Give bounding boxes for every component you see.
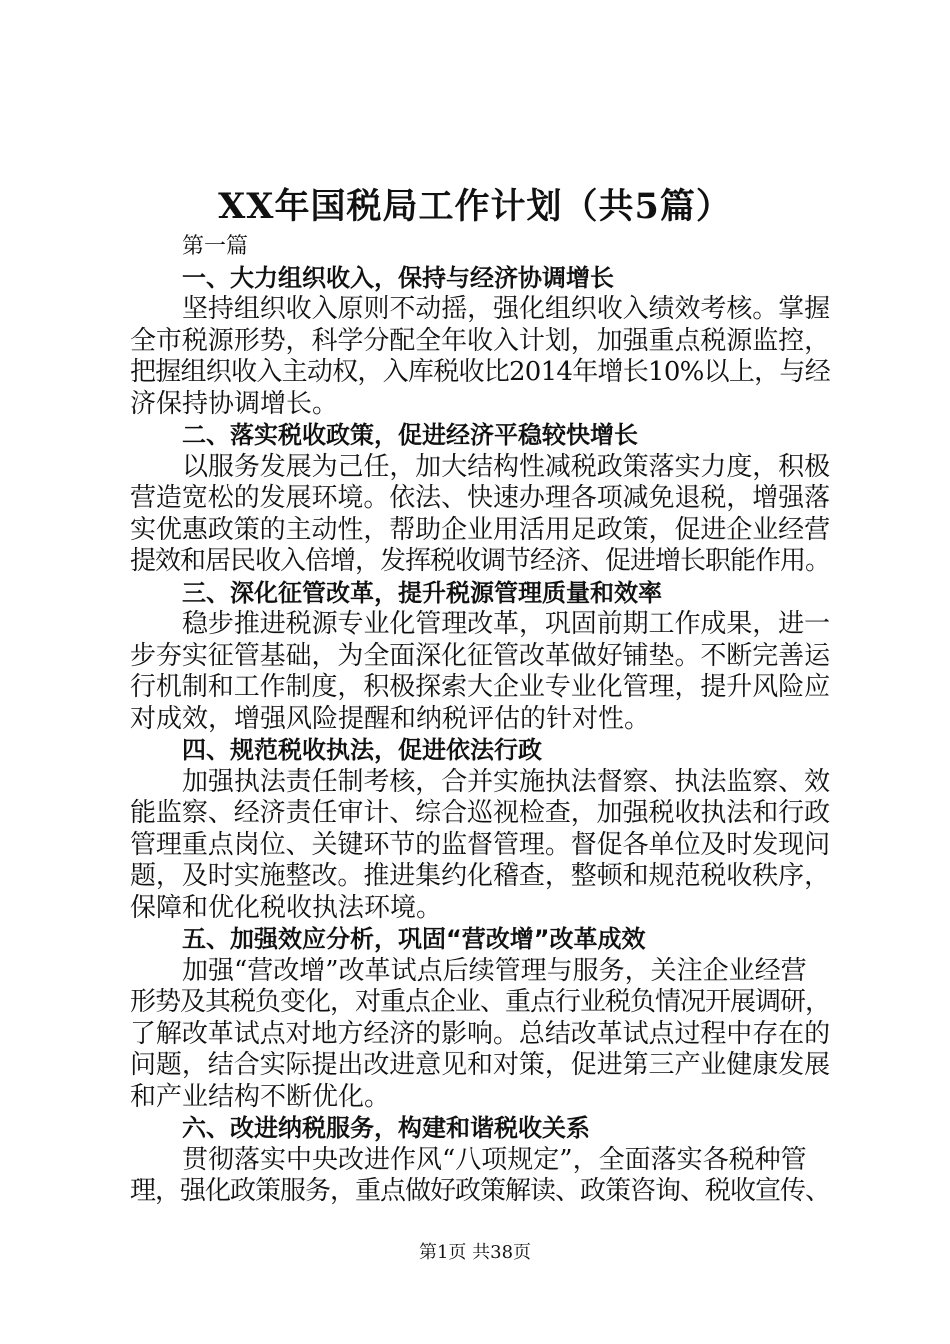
paragraph-line: 稳步推进税源专业化管理改革，巩固前期工作成果，进一	[182, 609, 831, 639]
part-label: 第一篇	[182, 234, 249, 259]
section-heading: 三、深化征管改革，提升税源管理质量和效率	[182, 578, 662, 607]
paragraph-line: 理，强化政策服务，重点做好政策解读、政策咨询、税收宣传、	[130, 1176, 831, 1206]
paragraph-line: 把握组织收入主动权，入库税收比2014年增长10%以上，与经	[130, 357, 830, 387]
paragraph-line: 全市税源形势，科学分配全年收入计划，加强重点税源监控，	[130, 325, 831, 356]
paragraph-line: 形势及其税负变化，对重点企业、重点行业税负情况开展调研，	[130, 987, 831, 1017]
paragraph-line: 题，及时实施整改。推进集约化稽查，整顿和规范税收秩序，	[130, 861, 831, 891]
paragraph-line: 能监察、经济责任审计、综合巡视检查，加强税收执法和行政	[130, 798, 831, 828]
section-heading: 六、改进纳税服务，构建和谐税收关系	[182, 1114, 590, 1142]
section-heading: 五、加强效应分析，巩固“营改增”改革成效	[182, 925, 646, 953]
section-heading: 四、规范税收执法，促进依法行政	[182, 736, 542, 764]
paragraph-line: 实优惠政策的主动性，帮助企业用活用足政策，促进企业经营	[130, 514, 831, 545]
paragraph-line: 以服务发展为己任，加大结构性减税政策落实力度，积极	[182, 451, 831, 482]
paragraph-line: 对成效，增强风险提醒和纳税评估的针对性。	[130, 703, 651, 734]
document-title: XX年国税局工作计划（共5篇）	[218, 186, 732, 227]
paragraph-line: 行机制和工作制度，积极探索大企业专业化管理，提升风险应	[130, 672, 831, 702]
document-body	[130, 231, 830, 1208]
paragraph-line: 加强执法责任制考核，合并实施执法督察、执法监察、效	[182, 766, 831, 797]
section-heading: 一、大力组织收入，保持与经济协调增长	[182, 263, 614, 292]
page-footer: 第1页 共38页	[418, 1242, 532, 1263]
paragraph-line: 管理重点岗位、关键环节的监督管理。督促各单位及时发现问	[130, 829, 831, 860]
paragraph-line: 贯彻落实中央改进作风“八项规定”，全面落实各税种管	[182, 1144, 807, 1175]
paragraph-line: 步夯实征管基础，为全面深化征管改革做好铺垫。不断完善运	[130, 640, 831, 671]
paragraph-line: 和产业结构不断优化。	[130, 1081, 391, 1112]
section-heading: 二、落实税收政策，促进经济平稳较快增长	[182, 421, 638, 449]
paragraph-line: 营造宽松的发展环境。依法、快速办理各项减免退税，增强落	[130, 483, 831, 513]
paragraph-line: 济保持协调增长。	[130, 388, 339, 419]
paragraph-line: 了解改革试点对地方经济的影响。总结改革试点过程中存在的	[130, 1018, 831, 1049]
paragraph-line: 加强“营改增”改革试点后续管理与服务，关注企业经营	[182, 955, 807, 986]
paragraph-line: 保障和优化税收执法环境。	[130, 892, 443, 923]
paragraph-line: 问题，结合实际提出改进意见和对策，促进第三产业健康发展	[130, 1050, 831, 1080]
paragraph-line: 坚持组织收入原则不动摇，强化组织收入绩效考核。掌握	[182, 294, 831, 324]
paragraph-line: 提效和居民收入倍增，发挥税收调节经济、促进增长职能作用。	[130, 546, 831, 576]
